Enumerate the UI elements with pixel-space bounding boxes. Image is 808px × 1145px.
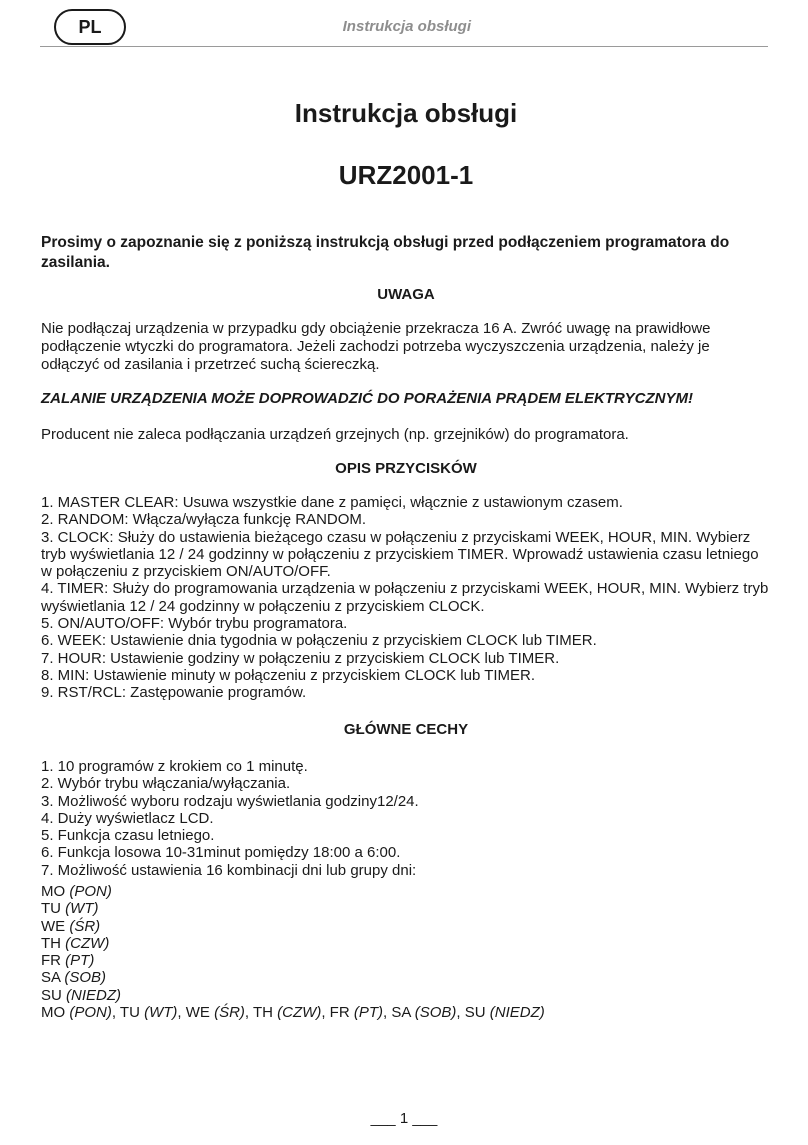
- list-item: 1. MASTER CLEAR: Usuwa wszystkie dane z pamięci, włącznie z ustawionym czasem.: [41, 494, 623, 511]
- day-pl: (NIEDZ): [66, 986, 122, 1004]
- day-item: [41, 883, 771, 900]
- list-item: 2. Wybór trybu włączania/wyłączania.: [41, 775, 291, 793]
- day-pl: (PT): [65, 952, 95, 970]
- day-pl: (PT): [353, 1004, 384, 1022]
- day-code: WE: [41, 917, 66, 935]
- intro-text: Prosimy o zapoznanie się z poniższą instrukcją obsługi przed podłączeniem programatora do zasilania.: [41, 234, 730, 271]
- day-code: SU: [464, 1004, 486, 1022]
- day-pl: (WT): [65, 900, 99, 918]
- list-item: 3. CLOCK: Służy do ustawienia bieżącego czasu w połączeniu z przyciskami WEEK, HOUR, MIN. Wybierz tryb wyświetlania 12 / 24 godzinny w połączeniu z przyciskiem TIMER. Wprowadź ustawienia czasu letniego w połączeniu z przyciskiem ON/AUTO/OFF.: [41, 528, 759, 581]
- uwaga-heading: UWAGA: [377, 286, 435, 303]
- day-code: SA: [41, 969, 61, 987]
- day-code: FR: [329, 1004, 350, 1022]
- header-title: Instrukcja obsługi: [342, 18, 471, 35]
- list-item: 9. RST/RCL: Zastępowanie programów.: [41, 684, 307, 702]
- day-pl: (CZW): [65, 934, 110, 952]
- day-item: [41, 935, 771, 952]
- day-item: [41, 918, 771, 935]
- day-code: MO: [41, 883, 66, 900]
- list-item: 5. ON/AUTO/OFF: Wybór trybu programatora.: [41, 615, 348, 633]
- day-pl: (WT): [144, 1004, 178, 1022]
- day-code: MO: [41, 1004, 66, 1022]
- day-item: [41, 987, 771, 1004]
- page-number: ___ 1 ___: [370, 1110, 438, 1127]
- day-pl: (SOB): [64, 969, 107, 987]
- buttons-list: [41, 494, 771, 702]
- day-pl: (PON): [69, 883, 112, 900]
- list-item: 6. WEEK: Ustawienie dnia tygodnia w połączeniu z przyciskiem CLOCK lub TIMER.: [41, 632, 597, 650]
- day-code: SU: [41, 986, 62, 1004]
- warning-text: ZALANIE URZĄDZENIA MOŻE DOPROWADZIĆ DO PORAŻENIA PRĄDEM ELEKTRYCZNYM!: [41, 390, 693, 407]
- day-code: TH: [41, 934, 61, 952]
- list-item: 7. Możliwość ustawienia 16 kombinacji dni lub grupy dni:: [41, 861, 417, 879]
- header-divider: [40, 46, 768, 47]
- features-list: [41, 758, 771, 879]
- day-code: SA: [391, 1004, 411, 1022]
- day-code: TU: [119, 1004, 140, 1022]
- list-item: 5. Funkcja czasu letniego.: [41, 827, 215, 845]
- days-list: [41, 883, 771, 1021]
- language-badge: PL: [54, 9, 126, 45]
- day-pl: (PON): [69, 1004, 112, 1022]
- list-item: 1. 10 programów z krokiem co 1 minutę.: [41, 758, 308, 775]
- list-item: 8. MIN: Ustawienie minuty w połączeniu z przyciskiem CLOCK lub TIMER.: [41, 666, 536, 684]
- list-item: 7. HOUR: Ustawienie godziny w połączeniu z przyciskiem CLOCK lub TIMER.: [41, 649, 560, 667]
- list-item: 6. Funkcja losowa 10-31minut pomiędzy 18:00 a 6:00.: [41, 844, 401, 862]
- list-item: 3. Możliwość wyboru rodzaju wyświetlania godziny12/24.: [41, 792, 419, 810]
- day-item: [41, 900, 771, 917]
- day-pl: (CZW): [277, 1004, 322, 1022]
- page-title: Instrukcja obsługi: [294, 98, 518, 128]
- day-pl: (ŚR): [69, 917, 101, 935]
- list-item: 4. TIMER: Służy do programowania urządzenia w połączeniu z przyciskami WEEK, HOUR, MIN. Wybierz tryb wyświetlania 12 / 24 godzinny w połączeniu z przyciskiem CLOCK.: [41, 580, 769, 615]
- day-item: [41, 952, 771, 969]
- day-pl: (NIEDZ): [489, 1004, 545, 1022]
- all-days-line: MO (PON), TU (WT), WE (ŚR), TH (CZW), FR (PT), SA (SOB), SU (NIEDZ): [41, 1004, 545, 1022]
- list-item: 4. Duży wyświetlacz LCD.: [41, 809, 214, 827]
- day-item: [41, 969, 771, 986]
- features-heading: GŁÓWNE CECHY: [343, 721, 469, 738]
- day-code: TU: [41, 900, 61, 918]
- uwaga-text: Nie podłączaj urządzenia w przypadku gdy obciążenie przekracza 16 A. Zwróć uwagę na prawidłowe podłączenie wtyczki do programatora. Jeżeli zachodzi potrzeba wyczyszczenia urządzenia, należy je odłączyć od zasilania i przetrzeć suchą ściereczką.: [41, 320, 711, 373]
- day-pl: (ŚR): [214, 1004, 245, 1022]
- day-code: TH: [253, 1004, 273, 1022]
- buttons-heading: OPIS PRZYCISKÓW: [335, 460, 477, 477]
- day-pl: (SOB): [414, 1004, 457, 1022]
- day-code: WE: [185, 1004, 210, 1022]
- model-number: URZ2001-1: [338, 160, 474, 190]
- producer-note: Producent nie zaleca podłączania urządzeń grzejnych (np. grzejników) do programatora.: [41, 426, 629, 443]
- day-code: FR: [41, 952, 61, 970]
- list-item: 2. RANDOM: Włącza/wyłącza funkcję RANDOM.: [41, 511, 367, 529]
